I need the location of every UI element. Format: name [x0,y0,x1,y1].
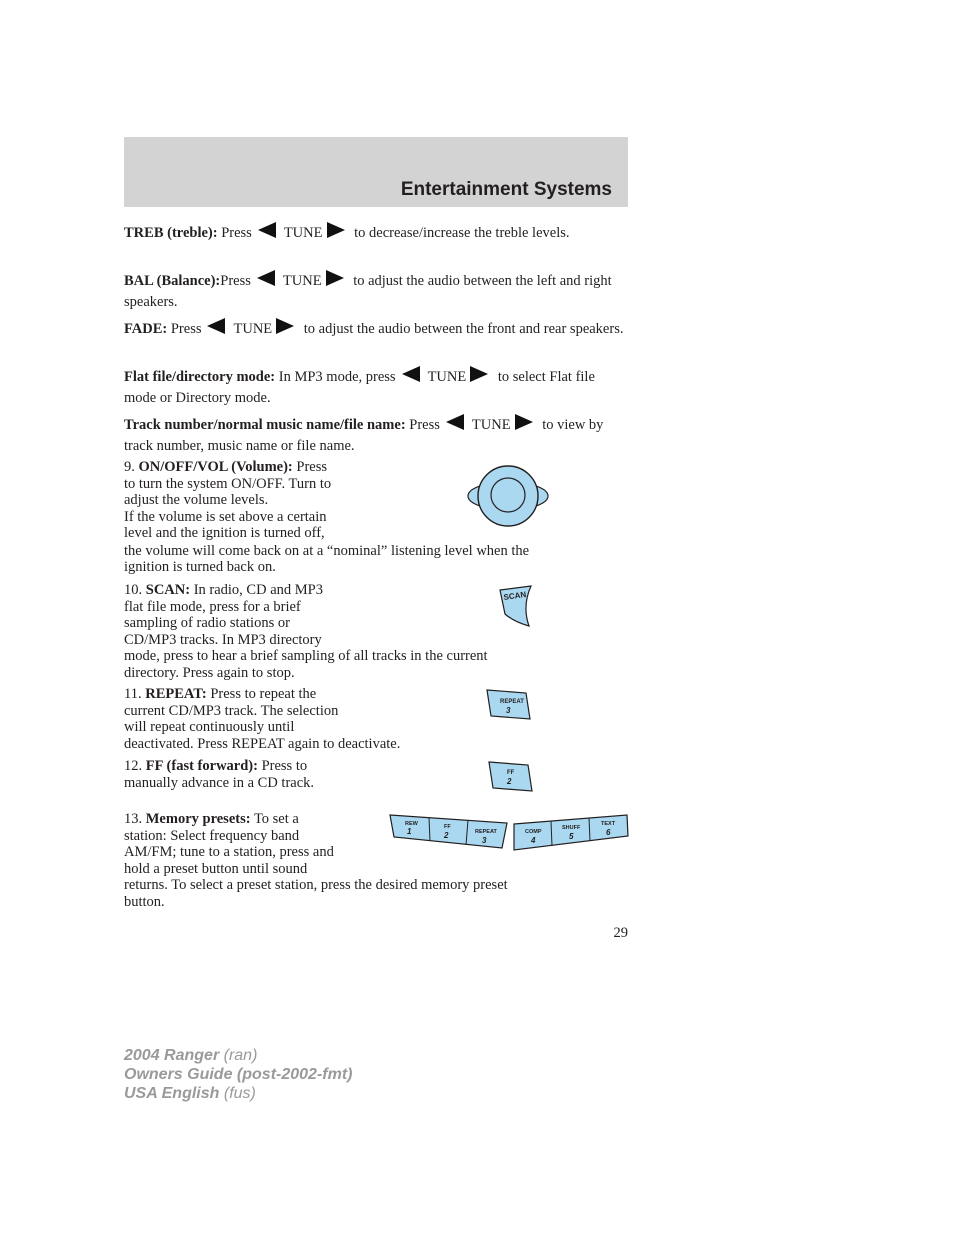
ff-label: FF (fast forward): [145,758,258,774]
ff-text: Press to [257,758,308,774]
track-label: Track number/normal music name/file name: [124,417,406,433]
preset-buttons-group [388,812,630,852]
bal-pre: Press [220,273,251,289]
tune-right-arrow-icon [327,222,345,238]
treb-paragraph [124,222,628,244]
tune-left-arrow-icon [257,270,275,286]
presets-text: station: Select frequency band [124,827,300,844]
fade-paragraph [124,318,628,340]
svg-text:1: 1 [407,827,412,836]
presets-text: To set a [250,811,299,827]
repeat-button[interactable] [484,688,534,722]
flat-label: Flat file/directory mode: [124,369,276,385]
item-number: 10. [124,582,143,598]
svg-text:COMP: COMP [525,829,542,835]
bal-label: BAL (Balance): [124,273,221,289]
tune-label: TUNE [427,369,467,385]
footer-language-code: (fus) [219,1085,256,1102]
repeat-text: will repeat continuously until [124,719,295,735]
treb-post: to decrease/increase the treble levels. [354,225,570,241]
tune-right-arrow-icon [276,318,294,334]
scan-text: flat file mode, press for a brief [124,598,301,615]
volume-text: to turn the system ON/OFF. Turn to [124,475,332,492]
repeat-button-number: 3 [506,706,511,715]
ff-button[interactable] [486,760,536,794]
footer-language: USA English [124,1085,220,1102]
volume-text: If the volume is set above a certain [124,508,327,525]
svg-text:6: 6 [606,828,611,837]
fade-pre: Press [167,321,202,337]
svg-text:5: 5 [569,832,574,841]
track-post: to view by track number, music name or file name. [124,417,604,454]
volume-text: ignition is turned back on. [124,559,276,575]
repeat-item [124,686,624,752]
footer-guide: Owners Guide (post-2002-fmt) [124,1066,353,1083]
repeat-label: REPEAT: [145,686,207,702]
scan-item [124,582,624,681]
scan-text: CD/MP3 tracks. In MP3 directory [124,631,322,648]
flat-post: to select Flat file mode or Directory mode. [124,369,595,406]
scan-button-label: SCAN [503,589,527,602]
tune-right-arrow-icon [515,414,533,430]
item-number: 11. [124,686,142,702]
page-number: 29 [613,925,628,941]
volume-text: the volume will come back on at a “nominal” listening level when the [124,542,530,559]
bal-paragraph [124,270,628,313]
scan-label: SCAN: [145,582,191,598]
flat-file-paragraph [124,366,628,409]
repeat-text: current CD/MP3 track. The selection [124,702,339,719]
tune-right-arrow-icon [470,366,488,382]
repeat-text: deactivated. Press REPEAT again to deactivate. [124,735,401,752]
scan-text: mode, press to hear a brief sampling of all tracks in the current [124,648,488,664]
presets-text: hold a preset button until sound [124,860,308,877]
footer-model: 2004 Ranger [124,1047,220,1064]
volume-knob-icon[interactable] [466,464,550,528]
header-band [124,137,628,207]
tune-label: TUNE [233,321,273,337]
treb-pre: Press [217,225,252,241]
volume-label: ON/OFF/VOL (Volume): [138,459,293,475]
scan-text: sampling of radio stations or [124,615,290,631]
ff-button-number: 2 [507,777,512,786]
repeat-button-label: REPEAT [500,699,524,705]
fade-label: FADE: [124,321,168,337]
fade-post: to adjust the audio between the front and rear speakers. [303,321,624,337]
volume-text: Press [292,459,327,475]
volume-text: level and the ignition is turned off, [124,525,325,541]
svg-text:FF: FF [444,824,451,830]
tune-left-arrow-icon [446,414,464,430]
tune-label: TUNE [282,273,322,289]
tune-left-arrow-icon [258,222,276,238]
repeat-text: Press to repeat the [206,686,317,702]
section-title: Entertainment Systems [400,179,612,200]
volume-text: adjust the volume levels. [124,492,269,508]
item-number: 12. [124,758,143,774]
footer-model-code: (ran) [219,1047,258,1064]
svg-text:3: 3 [482,836,487,845]
scan-button[interactable] [496,584,536,630]
track-paragraph [124,414,628,457]
svg-text:TEXT: TEXT [601,821,616,827]
svg-text:4: 4 [531,836,536,845]
tune-label: TUNE [283,225,323,241]
tune-left-arrow-icon [207,318,225,334]
presets-text: button. [124,893,165,910]
scan-text: In radio, CD and MP3 [190,582,323,598]
presets-text: returns. To select a preset station, press the desired memory preset [124,877,508,893]
presets-label: Memory presets: [145,811,251,827]
item-number: 9. [124,459,135,475]
svg-text:REW: REW [405,821,418,827]
track-pre: Press [405,417,440,433]
ff-item [124,758,374,791]
document-footer [124,1046,352,1103]
scan-text: directory. Press again to stop. [124,664,295,681]
ff-text: manually advance in a CD track. [124,774,315,791]
item-number: 13. [124,811,143,827]
svg-text:REPEAT: REPEAT [475,829,497,835]
tune-label: TUNE [471,417,511,433]
ff-button-label: FF [507,770,515,776]
tune-left-arrow-icon [402,366,420,382]
svg-text:2: 2 [444,831,449,840]
bal-post: to adjust the audio between the left and right speakers. [124,273,612,310]
tune-right-arrow-icon [326,270,344,286]
svg-text:SHUFF: SHUFF [562,825,581,831]
treb-label: TREB (treble): [124,225,218,241]
presets-text: AM/FM; tune to a station, press and [124,844,334,860]
flat-pre: In MP3 mode, press [275,369,396,385]
